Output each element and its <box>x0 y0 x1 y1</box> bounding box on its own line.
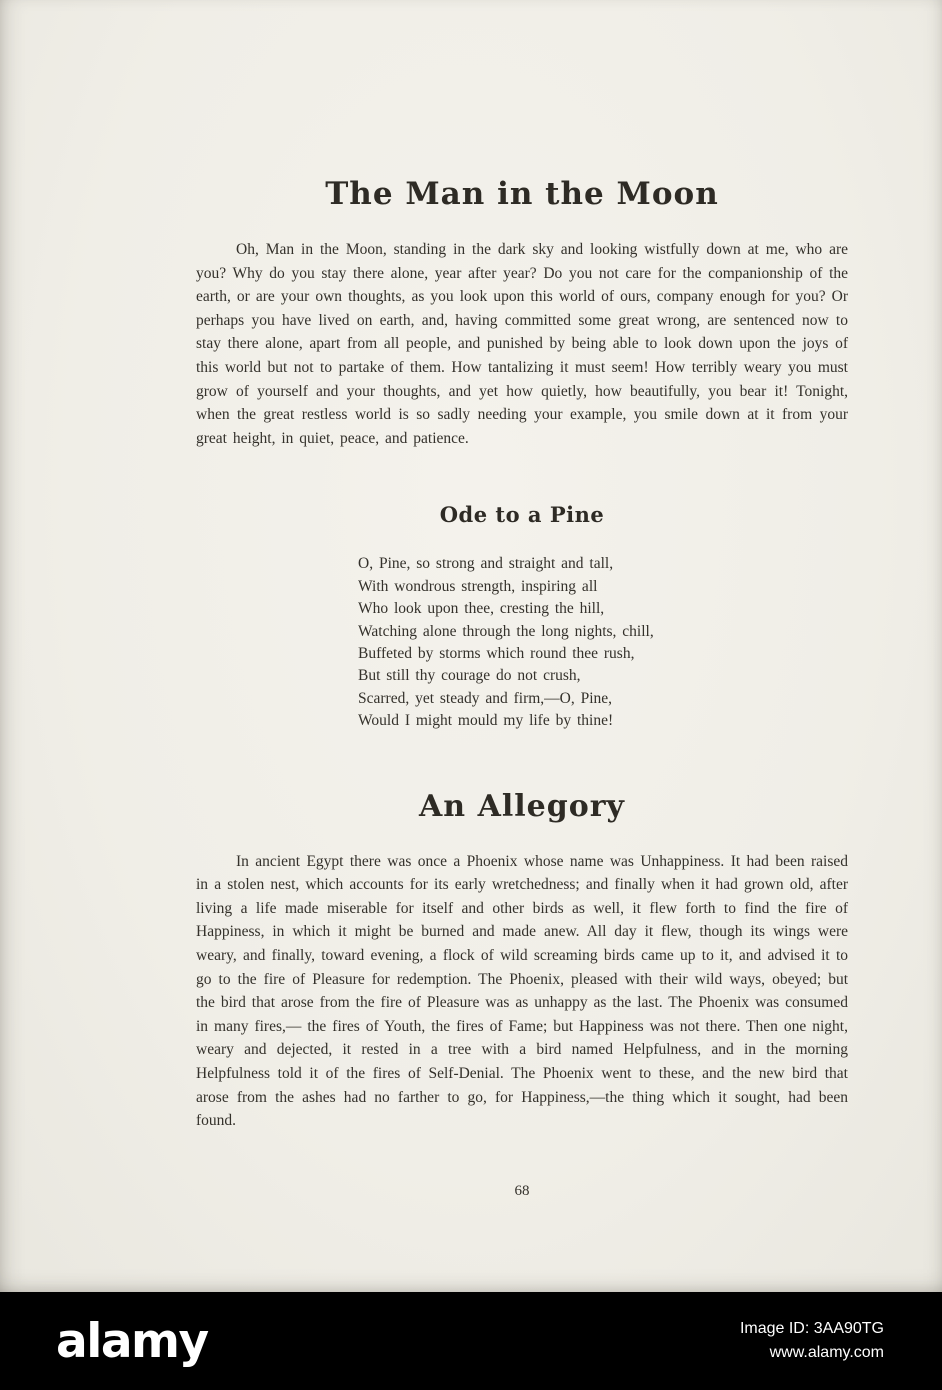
poem-line: Would I might mould my life by thine! <box>358 712 614 730</box>
alamy-meta <box>740 1317 884 1365</box>
poem-line: Buffeted by storms which round thee rush, <box>358 644 635 662</box>
paragraph-an-allegory: In ancient Egypt there was once a Phoenix whose name was Unhappiness. It had been raised in a stolen nest, which accounts for its early wretchedness; and finally when it had grown old, after living a life made miserable for itself and other birds as well, it flew forth to find the fire of Happiness, in which it might be burned and made anew. All day it flew, though its wings were weary, and finally, toward evening, a flock of wild screaming birds came up to it, and advised it to go to the fire of Pleasure for redemption. The Phoenix, pleased with their wild ways, obeyed; but the bird that arose from the fire of Pleasure was as unhappy as the last. The Phoenix was consumed in many fires,— the fires of Youth, the fires of Fame; but Happiness was not there. Then one night, weary and dejected, it rested in a tree with a bird named Helpfulness, and in the morning Helpfulness told it of the fires of Self-Denial. The Phoenix went to these, and the new bird that arose from the ashes had no farther to go, for Happiness,—the thing which it sought, had been found. <box>196 852 848 1130</box>
poem-line: Who look upon thee, cresting the hill, <box>358 600 605 618</box>
page-number: 68 <box>514 1182 530 1199</box>
alamy-url-text: www.alamy.com <box>769 1344 884 1361</box>
title-man-in-the-moon: The Man in the Moon <box>325 176 719 212</box>
poem-line: With wondrous strength, inspiring all <box>358 577 598 595</box>
poem-line: O, Pine, so strong and straight and tall, <box>358 555 614 573</box>
poem-line: Scarred, yet steady and firm,—O, Pine, <box>358 689 613 707</box>
poem-line: Watching alone through the long nights, chill, <box>358 622 654 640</box>
alamy-watermark-bar <box>0 1292 942 1390</box>
poem-line: But still thy courage do not crush, <box>358 667 581 685</box>
title-ode-to-a-pine: Ode to a Pine <box>439 502 605 528</box>
page-content <box>196 0 848 1200</box>
paragraph-man-in-the-moon: Oh, Man in the Moon, standing in the dark sky and looking wistfully down at me, who are you? Why do you stay there alone, year after year? Do you not care for the companionship of the earth, or are your own thoughts, as you look upon this world of ours, company enough for you? Or perhaps you have lived on earth, and, having committed some great wrong, are sentenced now to stay there alone, apart from all people, and punished by being able to look down upon the joys of this world but not to partake of them. How tantalizing it must seem! How terribly weary you must grow of yourself and your thoughts, and yet how quietly, how beautifully, you bear it! Tonight, when the great restless world is so sadly needing your example, you smile down at it from your great height, in quiet, peace, and patience. <box>196 241 848 447</box>
poem-ode-to-a-pine <box>358 553 848 732</box>
alamy-logo: alamy <box>56 1313 208 1369</box>
title-an-allegory: An Allegory <box>419 788 625 824</box>
image-id-text: Image ID: 3AA90TG <box>739 1320 884 1337</box>
